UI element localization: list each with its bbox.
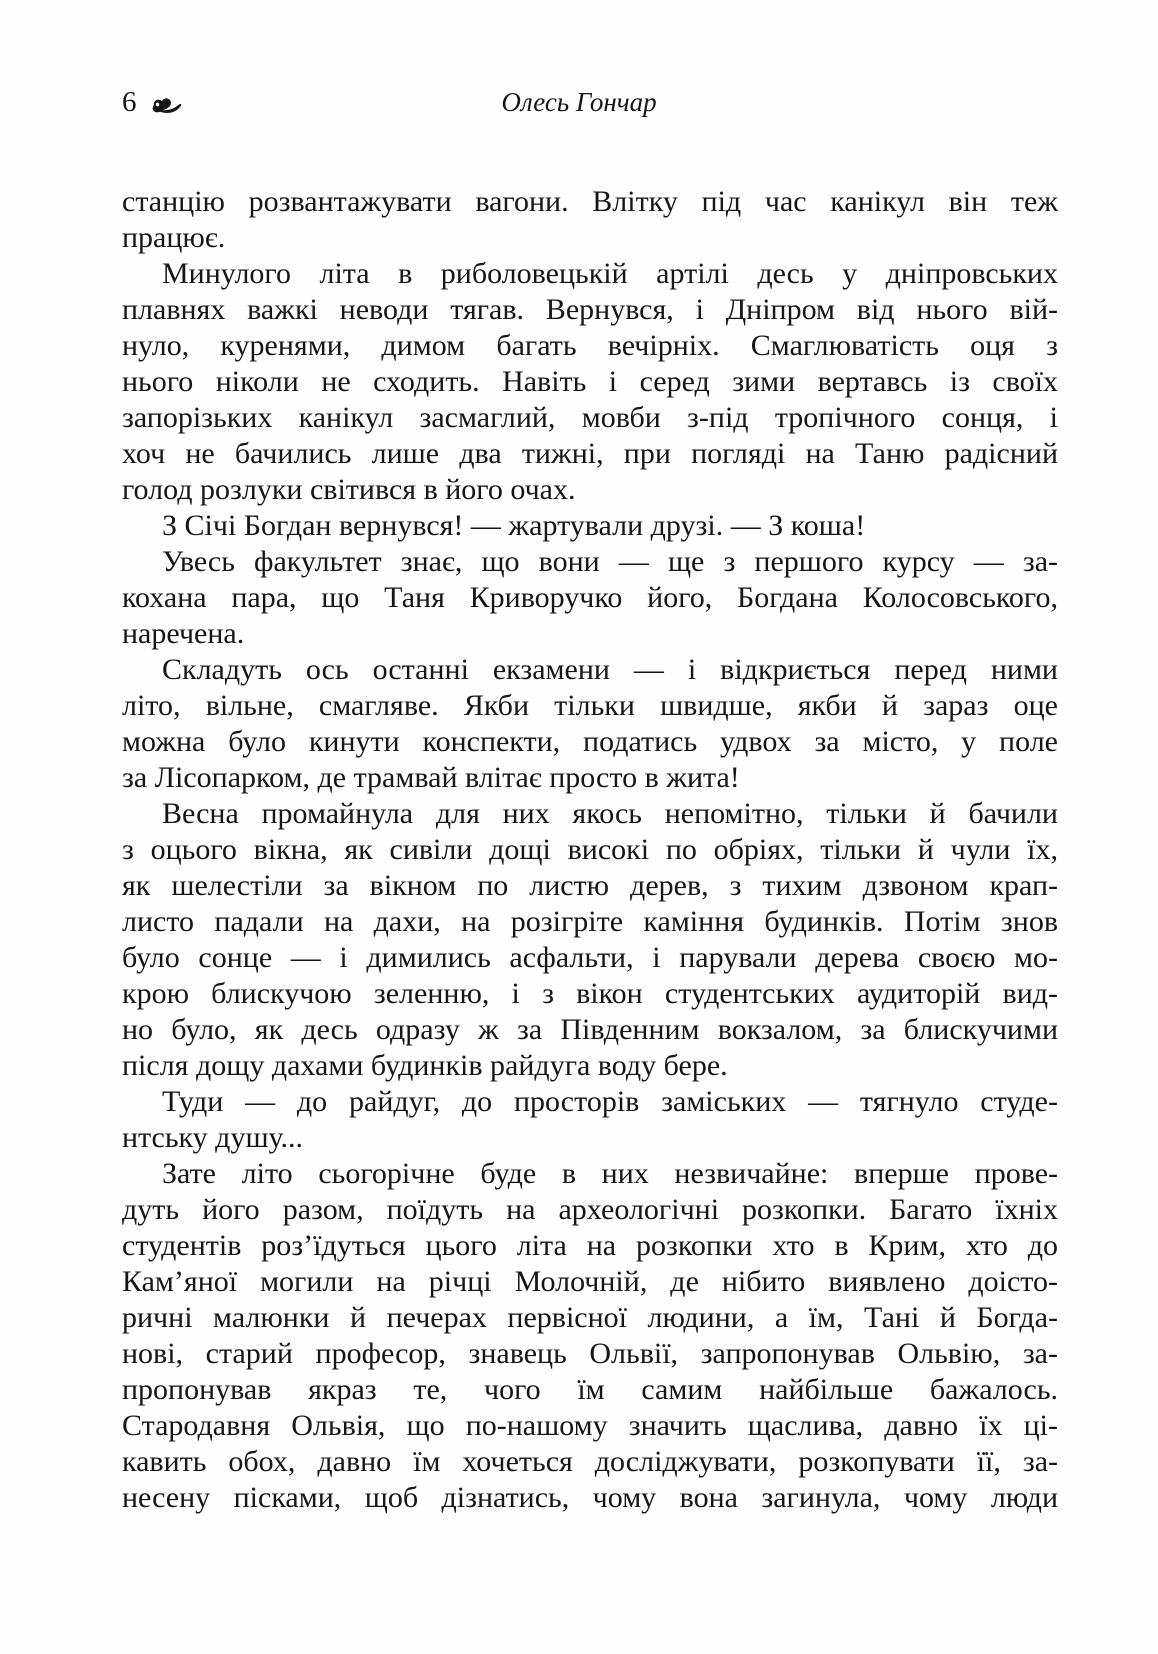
paragraph bbox=[122, 184, 1058, 256]
text-line: Кам’яної могили на річці Молочній, де нібито виявлено доісто- bbox=[122, 1265, 1058, 1298]
text-line: Складуть ось останні екзамени — і відкриється перед ними bbox=[162, 653, 1058, 686]
text-line: Зате літо сьогорічне буде в них незвичайне: вперше прове- bbox=[162, 1157, 1058, 1190]
text-line: Увесь факультет знає, що вони — ще з першого курсу — за- bbox=[162, 545, 1058, 578]
paragraph bbox=[122, 256, 1058, 508]
paragraph bbox=[122, 1156, 1058, 1516]
paragraph bbox=[122, 652, 1058, 796]
text-line: студентів роз’їдуться цього літа на розкопки хто в Крим, хто до bbox=[122, 1229, 1058, 1262]
text-line: за Лісопарком, де трамвай влітає просто в жита! bbox=[122, 761, 740, 794]
text-line: можна було кинути конспекти, податись удвох за місто, у поле bbox=[122, 725, 1058, 758]
text-line: хоч не бачились лише два тижні, при погляді на Таню радісний bbox=[122, 437, 1058, 470]
paragraph bbox=[122, 508, 1058, 544]
text-line: крою блискучою зеленню, і з вікон студентських аудиторій вид- bbox=[122, 977, 1058, 1010]
paragraph bbox=[122, 796, 1058, 1084]
text-line: працює. bbox=[122, 221, 226, 254]
text-line: Туди — до райдуг, до просторів заміських — тягнуло студе- bbox=[162, 1085, 1058, 1118]
text-line: но було, як десь одразу ж за Південним вокзалом, за блискучими bbox=[122, 1013, 1058, 1046]
text-line: Стародавня Ольвія, що по-нашому значить щаслива, давно їх ці- bbox=[122, 1409, 1058, 1442]
text-line: несену пісками, щоб дізнатись, чому вона загинула, чому люди bbox=[122, 1481, 1058, 1514]
text-line: кохана пара, що Таня Криворучко його, Богдана Колосовського, bbox=[122, 581, 1058, 614]
running-title: Олесь Гончар bbox=[501, 87, 657, 117]
text-line: нього ніколи не сходить. Навіть і серед зими вертавсь із своїх bbox=[122, 365, 1058, 398]
text-line: ричні малюнки й печерах первісної людини, а їм, Тані й Богда- bbox=[122, 1301, 1058, 1334]
paragraph bbox=[122, 1084, 1058, 1156]
text-line: нові, старий професор, знавець Ольвії, запропонував Ольвію, за- bbox=[122, 1337, 1058, 1370]
text-line: наречена. bbox=[122, 617, 245, 650]
text-line: було сонце — і димились асфальти, і парували дерева своєю мо- bbox=[122, 941, 1058, 974]
text-line: як шелестіли за вікном по листю дерев, з тихим дзвоном крап- bbox=[122, 869, 1058, 902]
text-line: Весна промайнула для них якось непомітно, тільки й бачили bbox=[162, 797, 1058, 830]
text-line: пропонував якраз те, чого їм самим найбільше бажалось. bbox=[122, 1373, 1058, 1406]
paragraph bbox=[122, 544, 1058, 652]
text-line: запорізьких канікул засмаглий, мовби з-під тропічного сонця, і bbox=[122, 401, 1058, 434]
text-line: плавнях важкі неводи тягав. Вернувся, і Дніпром від нього вій- bbox=[122, 293, 1058, 326]
text-line: з оцього вікна, як сивіли дощі високі по обріях, тільки й чули їх, bbox=[122, 833, 1058, 866]
text-line: станцію розвантажувати вагони. Влітку під час канікул він теж bbox=[122, 185, 1058, 218]
text-line: Минулого літа в риболовецькій артілі десь у дніпровських bbox=[162, 257, 1058, 290]
text-line: листо падали на дахи, на розігріте каміння будинків. Потім знов bbox=[122, 905, 1058, 938]
text-line: З Січі Богдан вернувся! — жартували друзі. — З коша! bbox=[162, 509, 866, 542]
text-line: дуть його разом, поїдуть на археологічні розкопки. Багато їхніх bbox=[122, 1193, 1058, 1226]
text-line: після дощу дахами будинків райдуга воду бере. bbox=[122, 1049, 728, 1082]
text-line: нуло, куренями, димом багать вечірніх. Смаглюватість оця з bbox=[122, 329, 1058, 362]
text-line: кавить обох, давно їм хочеться досліджувати, розкопувати її, за- bbox=[122, 1445, 1058, 1478]
text-line: голод розлуки світився в його очах. bbox=[122, 473, 576, 506]
page-number: 6 bbox=[122, 86, 137, 118]
page-body bbox=[122, 184, 1058, 1516]
text-line: нтську душу... bbox=[122, 1121, 304, 1154]
text-line: літо, вільне, смагляве. Якби тільки швидше, якби й зараз оце bbox=[122, 689, 1058, 722]
